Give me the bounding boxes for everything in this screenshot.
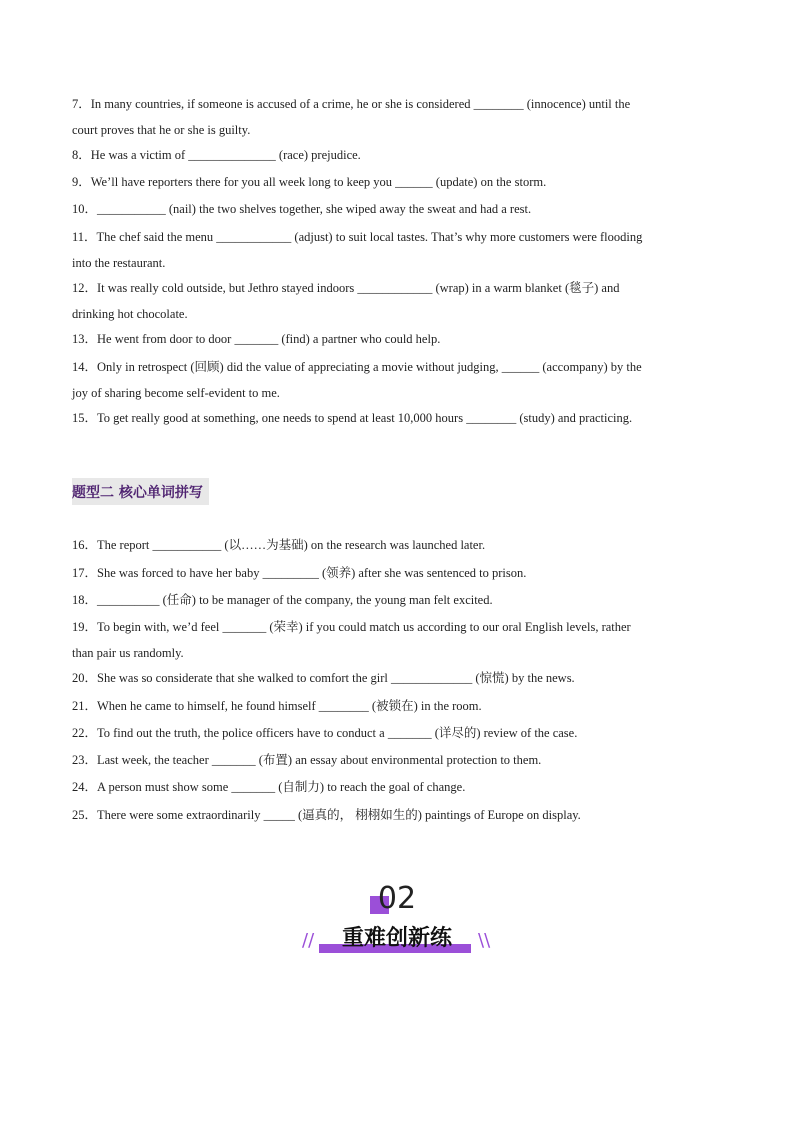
- question-8-line-1: 8．He was a victim of ______________ (race) prejudice.: [72, 148, 361, 162]
- question-17: [72, 560, 722, 586]
- question-18-line-1: 18．__________ (任命) to be manager of the company, the young man felt excited.: [72, 593, 493, 607]
- question-24-line-1: 24．A person must show some _______ (自制力) to reach the goal of change.: [72, 780, 466, 794]
- question-15: [72, 405, 722, 431]
- question-10: [72, 196, 722, 222]
- question-8: [72, 142, 722, 168]
- question-20-line-1: 20．She was so considerate that she walked to comfort the girl _____________ (惊慌) by the news.: [72, 671, 575, 685]
- question-13-line-1: 13．He went from door to door _______ (find) a partner who could help.: [72, 332, 441, 346]
- question-19: [72, 614, 722, 666]
- question-22-line-1: 22．To find out the truth, the police officers have to conduct a _______ (详尽的) review of the case.: [72, 726, 578, 740]
- question-19-line-1: 19．To begin with, we’d feel _______ (荣幸) if you could match us according to our oral English levels, rather: [72, 620, 631, 634]
- question-13: [72, 326, 722, 352]
- question-15-line-1: 15．To get really good at something, one needs to spend at least 10,000 hours ________ (study) and practicing.: [72, 411, 633, 425]
- question-14: [72, 354, 722, 406]
- question-11-line-1: 11．The chef said the menu ____________ (adjust) to suit local tastes. That’s why more customers were flooding: [72, 230, 643, 244]
- question-12: [72, 275, 722, 327]
- right-slash-decoration: \\: [478, 930, 491, 951]
- question-12-line-1: 12．It was really cold outside, but Jethro stayed indoors ____________ (wrap) in a warm blanket (毯子) and: [72, 281, 620, 295]
- part-title-block: [0, 924, 794, 958]
- part-number: 02: [377, 881, 417, 916]
- question-12-line-2: drinking hot chocolate.: [72, 307, 188, 321]
- question-23-line-1: 23．Last week, the teacher _______ (布置) an essay about environmental protection to them.: [72, 753, 542, 767]
- question-16-line-1: 16．The report ___________ (以……为基础) on the research was launched later.: [72, 538, 486, 552]
- question-14-line-2: joy of sharing become self-evident to me.: [72, 386, 280, 400]
- question-9: [72, 169, 722, 195]
- question-19-line-2: than pair us randomly.: [72, 646, 184, 660]
- question-21-line-1: 21．When he came to himself, he found himself ________ (被锁在) in the room.: [72, 699, 482, 713]
- question-16: [72, 532, 722, 558]
- question-14-line-1: 14．Only in retrospect (回顾) did the value of appreciating a movie without judging, ______ (accompany) by the: [72, 360, 642, 374]
- question-18: [72, 587, 722, 613]
- question-25-line-1: 25．There were some extraordinarily _____ (逼真的， 栩栩如生的) paintings of Europe on display.: [72, 808, 581, 822]
- question-21: [72, 693, 722, 719]
- left-slash-decoration: //: [302, 930, 315, 951]
- question-9-line-1: 9．We’ll have reporters there for you all week long to keep you ______ (update) on the storm.: [72, 175, 547, 189]
- question-22: [72, 720, 722, 746]
- question-20: [72, 665, 722, 691]
- question-23: [72, 747, 722, 773]
- section-header: 题型二 核心单词拼写: [72, 478, 209, 505]
- question-7-line-1: 7．In many countries, if someone is accused of a crime, he or she is considered ________ (innocence) until the: [72, 97, 631, 111]
- part-title: 重难创新练: [341, 926, 452, 951]
- question-17-line-1: 17．She was forced to have her baby _________ (领养) after she was sentenced to prison.: [72, 566, 527, 580]
- question-11-line-2: into the restaurant.: [72, 256, 166, 270]
- question-24: [72, 774, 722, 800]
- question-10-line-1: 10．___________ (nail) the two shelves together, she wiped away the sweat and had a rest.: [72, 202, 532, 216]
- question-25: [72, 802, 722, 828]
- question-11: [72, 224, 722, 276]
- question-7: [72, 91, 722, 143]
- question-7-line-2: court proves that he or she is guilty.: [72, 123, 251, 137]
